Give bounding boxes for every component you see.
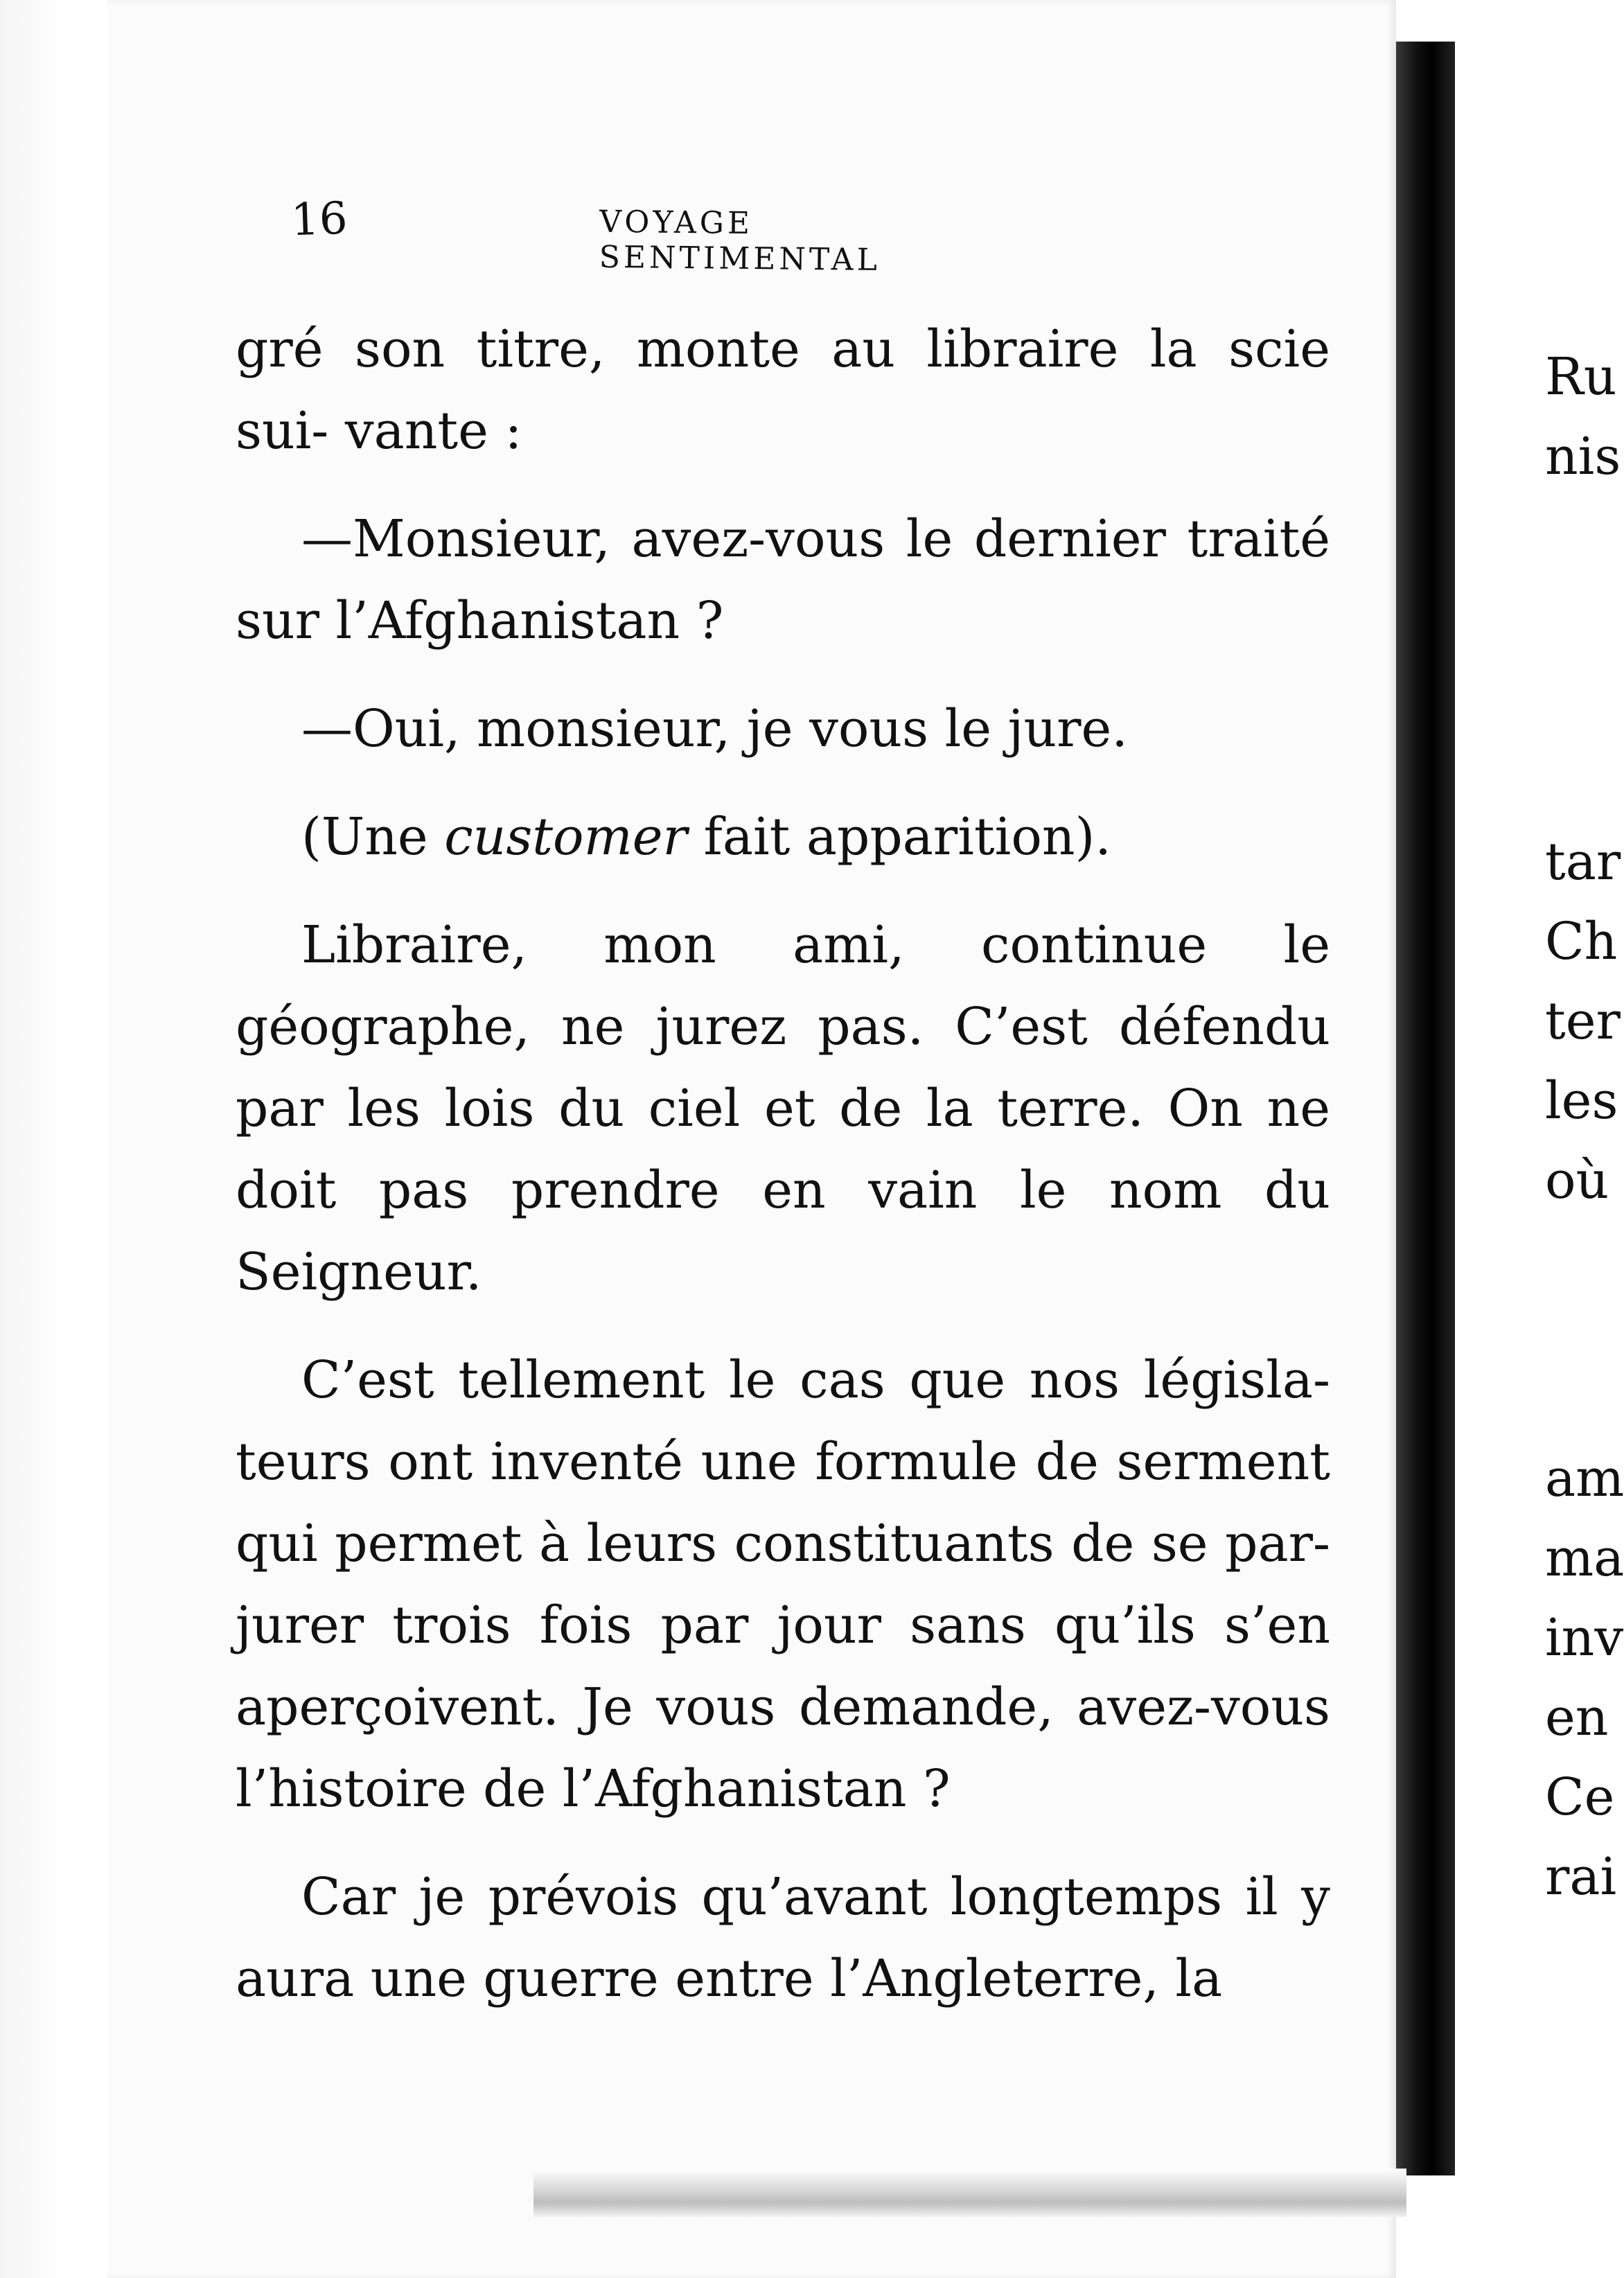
facing-fragment: les (1545, 1071, 1618, 1131)
paragraph-1: gré son titre, monte au libraire la scie sui- vante : (236, 319, 1330, 461)
book-gutter (1396, 42, 1455, 2175)
facing-fragment: ma (1545, 1528, 1624, 1588)
scan-edge (0, 0, 104, 2278)
facing-fragment: am (1545, 1449, 1624, 1508)
paragraph-5: Libraire, mon ami, continue le géographe, ne jurez pas. C’est défendu par les lois du ciel et de la terre. On ne doit pas prendre en vain le nom du Seigneur. (236, 915, 1330, 1302)
paragraph-3: —Oui, monsieur, je vous le jure. (301, 699, 1128, 759)
facing-fragment: Ru (1545, 347, 1617, 407)
running-head (290, 193, 1025, 279)
facing-fragment: rai (1545, 1847, 1617, 1907)
facing-fragment: en (1545, 1688, 1609, 1747)
body-text (236, 308, 1330, 2046)
italic-word: customer (444, 807, 687, 867)
page-bottom-edge (533, 2169, 1406, 2217)
paragraph-4-suffix: fait apparition). (687, 807, 1111, 867)
paragraph-4-prefix: (Une (301, 807, 445, 867)
paragraph-4 (236, 796, 1330, 878)
paragraph-6: C’est tellement le cas que nos législa- teurs ont inventé une formule de serment qui permet à leurs constituants de se par- jurer trois fois par jour sans qu’ils s’en aperçoivent. Je vous demande, avez-vous l’histoire de l’Afghanistan ? (236, 1350, 1330, 1819)
facing-fragment: Ch (1545, 912, 1618, 971)
page-number: 16 (290, 193, 348, 247)
facing-fragment: nis (1545, 427, 1621, 486)
facing-fragment: tar (1545, 832, 1621, 892)
facing-fragment: où (1545, 1151, 1609, 1210)
facing-fragment: inv (1545, 1608, 1624, 1668)
facing-fragment: Ce (1545, 1767, 1615, 1827)
paragraph-2: —Monsieur, avez-vous le dernier traité sur l’Afghanistan ? (236, 509, 1330, 651)
running-title: VOYAGE SENTIMENTAL (599, 204, 881, 279)
facing-page (1455, 0, 1624, 2278)
paragraph-7: Car je prévois qu’avant longtemps il y aura une guerre entre l’Angleterre, la (236, 1867, 1330, 2008)
facing-fragment: ter (1545, 991, 1621, 1051)
